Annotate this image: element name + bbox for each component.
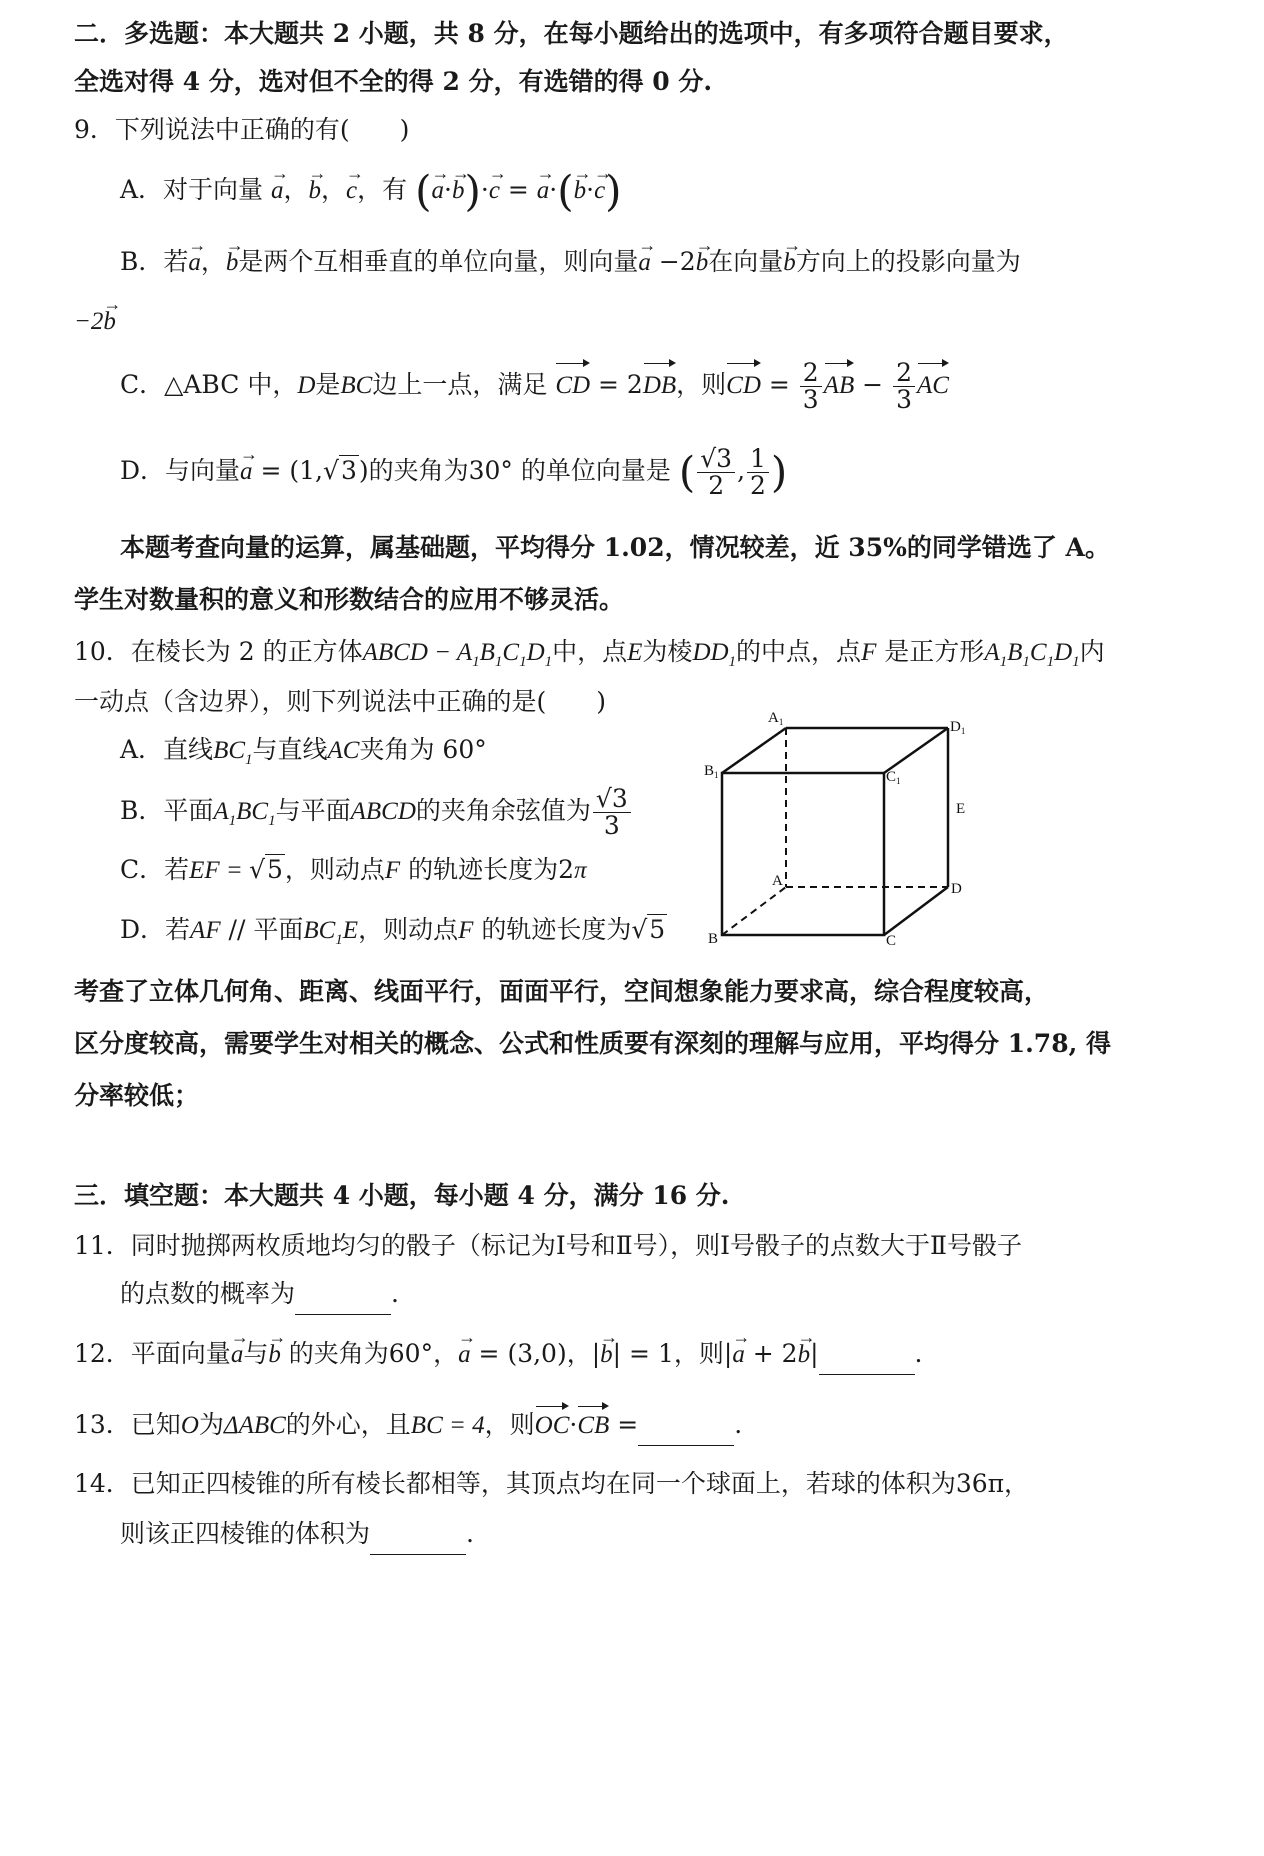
q9-comment-line1: 本题考查向量的运算，属基础题，平均得分 1.02，情况较差，近 35%的同学错选了 A。 (120, 533, 1110, 562)
q10-stem-line1: 10．在棱长为 2 的正方体ABCD − $A_1B_1C_1D_1$中，点E为棱$DD_1$的中点，点F 是正方形$A_1B_1C_1D_1$内 (74, 637, 1105, 670)
q12: 12．平面向量→ a与→ b 的夹角为60°，→ a = (3,0)，|→ b| = 1，则|→ a + 2→ b| . (74, 1334, 922, 1375)
q9-option-d: D．与向量→ a = (1,√3)的夹角为30° 的单位向量是 ( $\frac{√3}{2}$ , $\frac{1}{2}$ ) (120, 446, 787, 499)
label-e: E (956, 801, 966, 817)
section2-header-line2: 全选对得 4 分，选对但不全的得 2 分，有选错的得 0 分. (74, 67, 713, 96)
label-c: C (886, 933, 897, 949)
q10-comment-line3: 分率较低； (74, 1081, 200, 1110)
q14-answer-blank[interactable] (370, 1514, 466, 1555)
q10-option-b: B．平面$A_1BC_1$与平面ABCD的夹角余弦值为 $\frac{√3}{3}$ (120, 786, 633, 846)
q11-line2: 的点数的概率为 . (120, 1274, 399, 1315)
q9-option-b: B．若→ a，→ b是两个互相垂直的单位向量，则向量→ a −2→ b在向量→ b方向上的投影向量为 (120, 242, 1021, 283)
q10-option-c: C．若EF = √5，则动点F 的轨迹长度为2π (120, 855, 587, 884)
cube-front-face (722, 773, 884, 935)
section3-header: 三．填空题：本大题共 4 小题，每小题 4 分，满分 16 分. (74, 1181, 730, 1210)
cube-figure (700, 705, 990, 955)
q14-line2: 则该正四棱锥的体积为 . (120, 1514, 474, 1555)
q13-answer-blank[interactable] (638, 1405, 734, 1446)
q9-comment-line2: 学生对数量积的意义和形数结合的应用不够灵活。 (74, 585, 625, 614)
q9-option-a: A．对于向量 → a，→ b，→ c，有 (→ a·→ b)·→ c = → a·(→ b·→ c) (120, 170, 622, 211)
label-d: D (951, 881, 962, 897)
q11-line1: 11．同时抛掷两枚质地均匀的骰子（标记为Ⅰ号和Ⅱ号），则Ⅰ号骰子的点数大于Ⅱ号骰子 (74, 1231, 1023, 1260)
q13: 13．已知O为ΔABC的外心，且BC = 4，则OC·CB = . (74, 1404, 742, 1446)
q11-answer-blank[interactable] (295, 1274, 391, 1315)
label-d1: $D_1$ (950, 719, 966, 736)
label-a: A (772, 873, 783, 889)
edge-c-d (884, 887, 948, 935)
section2-header-line1: 二．多选题：本大题共 2 小题，共 8 分，在每小题给出的选项中，有多项符合题目要求， (74, 19, 1069, 48)
q10-option-d: D．若AF // 平面$BC_1E$，则动点F 的轨迹长度为√5 (120, 915, 666, 948)
label-b1: $B_1$ (704, 763, 719, 780)
label-c1: $C_1$ (886, 769, 901, 786)
q9-option-c: C．△ABC 中，D是BC边上一点，满足 CD = 2DB，则CD = $\frac{2}{3}$ AB − $\frac{2}{3}$ AC (120, 358, 949, 414)
q10-stem-line2: 一动点（含边界），则下列说法中正确的是( ) (74, 687, 607, 716)
q10-comment-line2: 区分度较高，需要学生对相关的概念、公式和性质要有深刻的理解与应用，平均得分 1.78, 得 (74, 1029, 1112, 1058)
q14-line1: 14．已知正四棱锥的所有棱长都相等，其顶点均在同一个球面上，若球的体积为36π， (74, 1469, 1030, 1498)
q12-answer-blank[interactable] (819, 1334, 915, 1375)
hidden-edge-b-a (722, 887, 786, 935)
q10-comment-line1: 考查了立体几何角、距离、线面平行，面面平行，空间想象能力要求高，综合程度较高， (74, 977, 1050, 1006)
label-b: B (708, 931, 719, 947)
edge-c1-d1 (884, 728, 948, 773)
edge-b1-a1 (722, 728, 786, 773)
q9-option-b-answer: −2→ b (74, 302, 116, 342)
q10-option-a: A．直线$BC_1$与直线AC夹角为 60° (120, 735, 487, 768)
q9-stem: 9．下列说法中正确的有( ) (74, 115, 410, 144)
label-a1: $A_1$ (768, 710, 784, 727)
